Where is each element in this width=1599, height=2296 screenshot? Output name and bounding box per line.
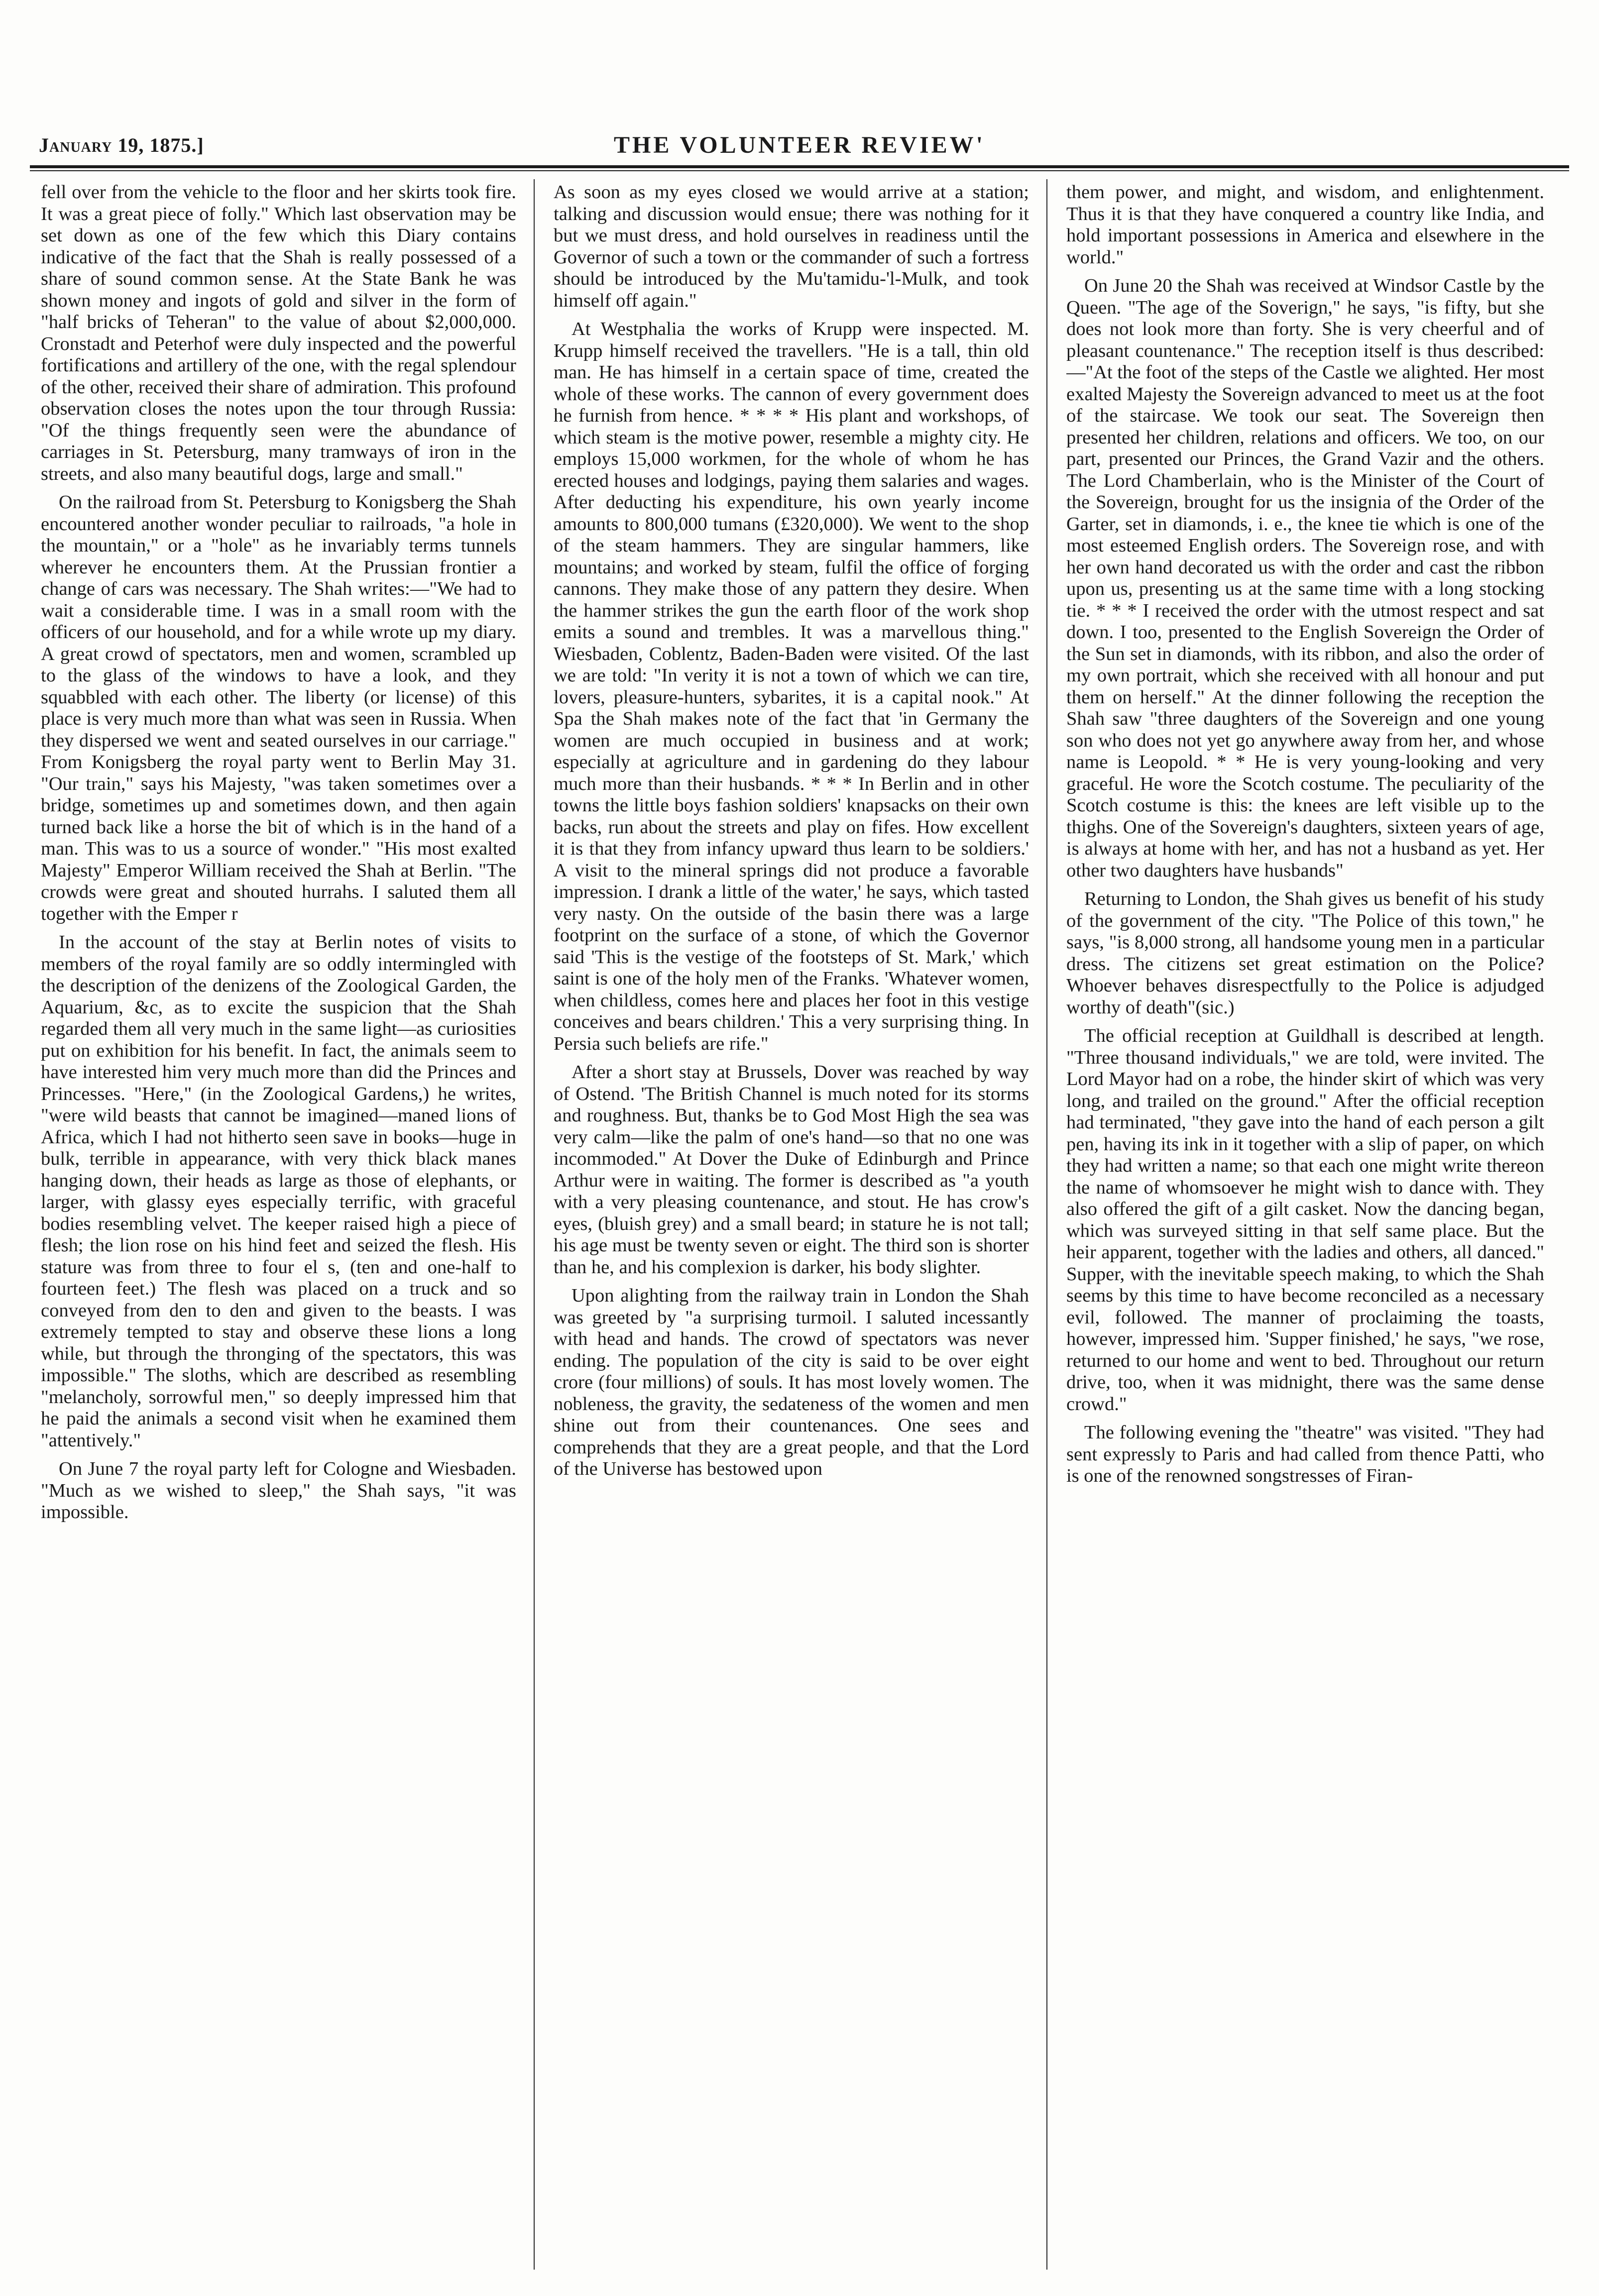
article-paragraph: fell over from the vehicle to the floor and her skirts took fire. It was a great piece of folly." Which last observation may be set down as one of the few which this Diary contains indicative of the fact that the Shah is really possessed of a share of sound common sense. At the State Bank he was shown money and ingots of gold and silver in the form of "half bricks of Teheran" to the value of about $2,000,000. Cronstadt and Peterhof were duly inspected and the powerful fortifications and artillery of the one, with the regal splendour of the other, received their share of admiration. This profound observation closes the notes upon the tour through Russia: "Of the things frequently seen were the abundance of carriages in St. Petersburg, many tramways of iron in the streets, and also many beautiful dogs, large and small." xyxy=(41,182,516,484)
article-paragraph: The following evening the "theatre" was visited. "They had sent expressly to Paris and had called from thence Patti, who is one of the renowned songstresses of Firan- xyxy=(1066,1422,1544,1486)
column-1 xyxy=(41,182,516,2267)
article-paragraph: On June 7 the royal party left for Cologne and Wiesbaden. "Much as we wished to sleep," the Shah says, "it was impossible. xyxy=(41,1458,516,1523)
masthead-rule xyxy=(30,165,1569,168)
article-paragraph: The official reception at Guildhall is described at length. "Three thousand individuals," we are told, were invited. The Lord Mayor had on a robe, the hinder skirt of which was very long, and trailed on the ground." After the official reception had terminated, "they gave into the hand of each person a gilt pen, having its ink in it together with a slip of paper, on which they had written a name; so that each one might write thereon the name of whomsoever he might wish to dance with. They also offered the gift of a gilt casket. Now the dancing began, which was surveyed sitting in that self same place. But the heir apparent, together with the ladies and others, all danced." Supper, with the inevitable speech making, to which the Shah seems by this time to have become reconciled as a necessary evil, followed. The manner of proclaiming the toasts, however, impressed him. 'Supper finished,' he says, "we rose, returned to our home and went to bed. Throughout our return drive, too, when it was midnight, there was the same dense crowd." xyxy=(1066,1025,1544,1415)
article-paragraph: Upon alighting from the railway train in London the Shah was greeted by "a surprising turmoil. I saluted incessantly with head and hands. The crowd of spectators was never ending. The population of the city is said to be over eight crore (four millions) of souls. It has most lovely women. The nobleness, the gravity, the sedateness of the women and men shine out from their countenances. One sees and comprehends that they are a great people, and that the Lord of the Universe has bestowed upon xyxy=(554,1285,1029,1479)
article-paragraph: As soon as my eyes closed we would arrive at a station; talking and discussion would ensue; there was nothing for it but we must dress, and hold ourselves in readiness until the Governor of such a town or the commander of such a fortress should be introduced by the Mu'tamidu-'l-Mulk, and took himself off again." xyxy=(554,182,1029,311)
article-paragraph: After a short stay at Brussels, Dover was reached by way of Ostend. 'The British Channel is much noted for its storms and roughness. But, thanks be to God Most High the sea was very calm—like the palm of one's hand—so that no one was incommoded." At Dover the Duke of Edinburgh and Prince Arthur were in waiting. The former is described as "a youth with a very pleasing countenance, and stout. He has crow's eyes, (bluish grey) and a small beard; in stature he is not tall; his age must be twenty seven or eight. The third son is shorter than he, and his complexion is darker, his body slighter. xyxy=(554,1062,1029,1278)
column-divider xyxy=(1046,179,1047,2270)
article-paragraph: On June 20 the Shah was received at Windsor Castle by the Queen. "The age of the Soverign," he says, "is fifty, but she does not look more than forty. She is very cheerful and of pleasant countenance." The reception itself is thus described:—"At the foot of the steps of the Castle we alighted. Her most exalted Majesty the Sovereign advanced to meet us at the foot of the staircase. We took our seat. The Sovereign then presented her children, relations and officers. We too, on our part, presented our Princes, the Grand Vazir and the others. The Lord Chamberlain, who is the Minister of the Court of the Sovereign, brought for us the insignia of the Order of the Garter, set in diamonds, i. e., the knee tie which is one of the most esteemed English orders. The Sovereign rose, and with her own hand decorated us with the order and cast the ribbon upon us, presenting us at the same time with a long stocking tie. * * * I received the order with the utmost respect and sat down. I too, presented to the English Sovereign the Order of the Sun set in diamonds, with its ribbon, and also the order of my own portrait, which she received with all honour and put them on herself." At the dinner following the reception the Shah saw "three daughters of the Sovereign and one young son who does not yet go anywhere away from her, and whose name is Leopold. * * He is very young-looking and very graceful. He wore the Scotch costume. The peculiarity of the Scotch costume is this: the knees are left visible up to the thighs. One of the Sovereign's daughters, sixteen years of age, is always at home with her, and has not a husband as yet. Her other two daughters have husbands" xyxy=(1066,275,1544,881)
article-paragraph: In the account of the stay at Berlin notes of visits to members of the royal family are so oddly intermingled with the description of the denizens of the Zoological Garden, the Aquarium, &c, as to excite the suspicion that the Shah regarded them all very much in the same light—as curiosities put on exhibition for his benefit. In fact, the animals seem to have interested him very much more than did the Princes and Princesses. "Here," (in the Zoological Gardens,) he writes, "were wild beasts that cannot be imagined—maned lions of Africa, which I had not hitherto seen save in books—huge in bulk, terrible in appearance, with very thick black manes hanging down, their heads as large as those of elephants, or larger, with glassy eyes especially terrific, with graceful bodies resembling velvet. The keeper raised high a piece of flesh; the lion rose on his hind feet and seized the flesh. His stature was from three to four el s, (ten and one-half to fourteen feet.) The flesh was placed on a truck and so conveyed from den to den and given to the beasts. I was extremely tempted to stay and observe these lions a long while, but through the thronging of the spectators, this was impossible." The sloths, which are described as resembling "melancholy, sorrowful men," so deeply impressed him that he paid the animals a second visit when he examined them "attentively." xyxy=(41,932,516,1451)
newspaper-title: THE VOLUNTEER REVIEW' xyxy=(614,132,985,158)
masthead-rule-thin xyxy=(30,170,1569,171)
column-divider xyxy=(534,179,535,2270)
article-paragraph: Returning to London, the Shah gives us benefit of his study of the government of the city. "The Police of this town," he says, "is 8,000 strong, all handsome young men in a particular dress. The citizens set great estimation on the Police? Whoever behaves disrespectfully to the Police is adjudged worthy of death"(sic.) xyxy=(1066,888,1544,1018)
article-paragraph: At Westphalia the works of Krupp were inspected. M. Krupp himself received the travellers. "He is a tall, thin old man. He has himself in a certain space of time, created the whole of these works. The cannon of every government does he furnish from hence. * * * * His plant and workshops, of which steam is the motive power, resemble a mighty city. He employs 15,000 workmen, for the whole of whom he has erected houses and lodgings, paying them salaries and wages. After deducting his expenditure, his own yearly income amounts to 800,000 tumans (£320,000). We went to the shop of the steam hammers. They are singular hammers, like mountains; and worked by steam, fulfil the office of forging cannons. They make those of any pattern they desire. When the hammer strikes the gun the earth floor of the work shop emits a sound and trembles. It was a marvellous thing." Wiesbaden, Coblentz, Baden-Baden were visited. Of the last we are told: "In verity it is not a town of which we can tire, lovers, pleasure-hunters, sybarites, it is a capital nook." At Spa the Shah makes note of the fact that 'in Germany the women are much occupied in business and at work; especially at agriculture and in gardening do they labour much more than their husbands. * * * In Berlin and in other towns the little boys fashion soldiers' knapsacks on their own backs, run about the streets and play on fifes. How excellent it is that they from infancy upward thus learn to be soldiers.' A visit to the mineral springs did not produce a favorable impression. I drank a little of the water,' he says, which tasted very nasty. On the outside of the basin there was a large footprint on the surface of a stone, of which the Governor said 'This is the vestige of the footsteps of St. Mark,' which saint is one of the holy men of the Franks. 'Whatever women, when childless, comes here and places her foot in this vestige conceives and bears children.' This a very surprising thing. In Persia such beliefs are rife." xyxy=(554,319,1029,1054)
issue-date: January 19, 1875.] xyxy=(39,134,204,156)
article-paragraph: them power, and might, and wisdom, and enlightenment. Thus it is that they have conquered a country like India, and hold important possessions in America and elsewhere in the world." xyxy=(1066,182,1544,268)
article-paragraph: On the railroad from St. Petersburg to Konigsberg the Shah encountered another wonder peculiar to railroads, "a hole in the mountain," or a "hole" as he invariably terms tunnels wherever he encounters them. At the Prussian frontier a change of cars was necessary. The Shah writes:—"We had to wait a considerable time. I was in a small room with the officers of our household, and for a while wrote up my diary. A great crowd of spectators, men and women, scrambled up to the glass of the windows to have a look, and they squabbled with each other. The liberty (or license) of this place is very much more than what was seen in Russia. When they dispersed we went and seated ourselves in our carriage." From Konigsberg the royal party went to Berlin May 31. "Our train," says his Majesty, "was taken sometimes over a bridge, sometimes up and sometimes down, and then again turned back like a horse the bit of which is in the hand of a man. This was to us a source of wonder." "His most exalted Majesty" Emperor William received the Shah at Berlin. "The crowds were great and shouted hurrahs. I saluted them all together with the Emper r xyxy=(41,492,516,924)
masthead xyxy=(30,128,1569,160)
column-2 xyxy=(554,182,1029,2267)
column-3 xyxy=(1066,182,1544,2267)
